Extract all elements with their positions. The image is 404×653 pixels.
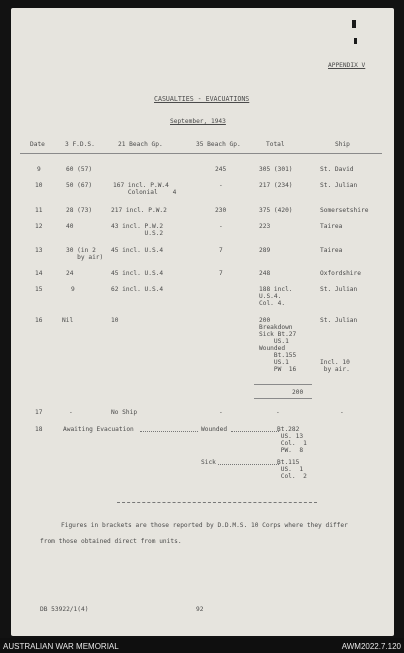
row-21-beach: 62 incl. U.S.4 (111, 286, 164, 293)
row-date: 11 (35, 207, 43, 214)
row-21-beach: No Ship (111, 409, 138, 416)
row-35-beach: - (219, 182, 223, 189)
row-date: 12 (35, 223, 43, 230)
punch-mark (354, 38, 357, 44)
row-3fds: 9 (71, 286, 75, 293)
wounded-values: Bt.282 US. 13 Col. 1 PW. 8 (277, 426, 307, 454)
appendix-label: APPENDIX V (328, 62, 366, 69)
row-date: 9 (37, 166, 41, 173)
row-total: 223 (259, 223, 271, 230)
row-21-beach: 10 (111, 317, 119, 324)
header-rule (20, 153, 382, 154)
row-3fds: 60 (57) (66, 166, 93, 173)
row-ship: St. Julian (320, 286, 358, 293)
row-ship: St. Julian (320, 182, 358, 189)
row16-sum: 200 (292, 389, 304, 396)
awaiting-label: Awaiting Evacuation (63, 426, 134, 433)
row-3fds: 24 (66, 270, 74, 277)
leader-dots (218, 464, 279, 466)
row-21-beach: 45 incl. U.S.4 (111, 270, 164, 277)
leader-dots (140, 431, 198, 433)
document-title: CASUALTIES - EVACUATIONS (154, 95, 250, 103)
wounded-label: Wounded (201, 426, 228, 433)
row-total: 200 Breakdown Sick Bt.27 US.1 Wounded Bt.155 US.1 PW 16 (259, 317, 297, 373)
row-3fds: 40 (66, 223, 74, 230)
row-date: 18 (35, 426, 43, 433)
row-21-beach: 217 incl. P.W.2 (111, 207, 167, 214)
row-21-beach: 43 incl. P.W.2 U.S.2 (111, 223, 164, 237)
leader-dots (231, 431, 279, 433)
header-3fds: 3 F.D.S. (65, 141, 95, 148)
row-total: 248 (259, 270, 271, 277)
row-3fds: 50 (67) (66, 182, 93, 189)
row-21-beach: 167 incl. P.W.4 Colonial 4 (113, 182, 177, 196)
row-date: 16 (35, 317, 43, 324)
row-total: 188 incl. U.S.4. Col. 4. (259, 286, 293, 307)
row-35-beach: 245 (215, 166, 227, 173)
row-ship: Tairea (320, 247, 343, 254)
header-35-beach: 35 Beach Gp. (196, 141, 241, 148)
row-35-beach: 7 (219, 270, 223, 277)
sum-rule (254, 384, 312, 385)
document-subtitle: September, 1943 (170, 118, 226, 125)
row-ship: Oxfordshire (320, 270, 361, 277)
row-date: 14 (35, 270, 43, 277)
dashed-separator (117, 502, 317, 504)
header-date: Date (30, 141, 45, 148)
row-35-beach: - (219, 409, 223, 416)
sum-rule (254, 398, 312, 399)
row-3fds: Nil (62, 317, 74, 324)
header-21-beach: 21 Beach Gp. (118, 141, 163, 148)
row-3fds: 30 (in 2 by air) (66, 247, 104, 261)
sick-label: Sick (201, 459, 216, 466)
row-ship: Somersetshire (320, 207, 369, 214)
row-35-beach: 230 (215, 207, 227, 214)
row-total: 375 (420) (259, 207, 293, 214)
row-date: 13 (35, 247, 43, 254)
row-21-beach: 45 incl. U.S.4 (111, 247, 164, 254)
row-ship: Tairea (320, 223, 343, 230)
row-total: 305 (301) (259, 166, 293, 173)
footnote-line-1: Figures in brackets are those reported by D.D.M.S. 10 Corps where they differ (61, 522, 348, 529)
footer-institution: AUSTRALIAN WAR MEMORIAL (3, 642, 119, 651)
header-ship: Ship (335, 141, 350, 148)
row-total: 289 (259, 247, 271, 254)
row-ship: - (340, 409, 344, 416)
sick-values: Bt.115 US. 1 Col. 2 (277, 459, 307, 480)
row-total: 217 (234) (259, 182, 293, 189)
row-total: - (276, 409, 280, 416)
row-ship: St. Julian Incl. 10 by air. (320, 317, 358, 373)
footer-accession: AWM2022.7.120 (341, 642, 401, 651)
footnote-line-2: from those obtained direct from units. (40, 538, 182, 545)
row-date: 15 (35, 286, 43, 293)
page-number: 92 (196, 606, 204, 613)
row-35-beach: 7 (219, 247, 223, 254)
punch-mark (352, 20, 356, 28)
header-total: Total (266, 141, 285, 148)
row-3fds: - (69, 409, 73, 416)
row-date: 17 (35, 409, 43, 416)
row-ship: St. David (320, 166, 354, 173)
row-35-beach: - (219, 223, 223, 230)
form-number: DB 53922/1(4) (40, 606, 89, 613)
row-3fds: 28 (73) (66, 207, 93, 214)
row-date: 10 (35, 182, 43, 189)
